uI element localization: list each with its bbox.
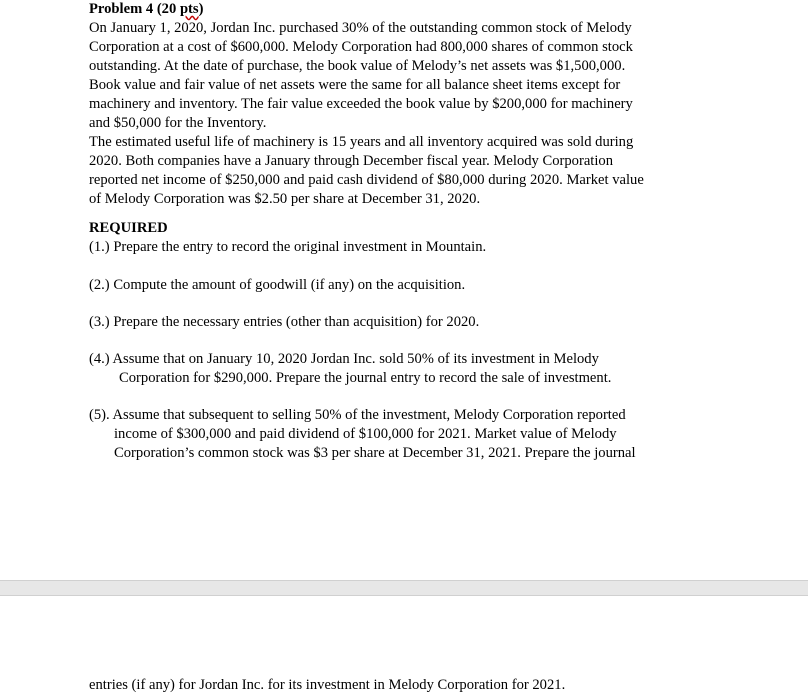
paragraph-line: machinery and inventory. The fair value exceeded the book value by $200,000 for machinery xyxy=(89,96,633,112)
paragraph-line: Corporation at a cost of $600,000. Melody Corporation had 800,000 shares of common stock xyxy=(89,39,633,55)
paragraph-line: of Melody Corporation was $2.50 per share at December 31, 2020. xyxy=(89,191,481,207)
required-item-4: (4.) Assume that on January 10, 2020 Jordan Inc. sold 50% of its investment in Melody Corporation for $290,000. Prepare the journal entry to record the sale of investment. xyxy=(89,351,612,386)
paragraph-line: On January 1, 2020, Jordan Inc. purchased 30% of the outstanding common stock of Melody xyxy=(89,20,632,36)
required-item-3: (3.) Prepare the necessary entries (other than acquisition) for 2020. xyxy=(89,314,480,330)
paragraph-line: reported net income of $250,000 and paid cash dividend of $80,000 during 2020. Market value xyxy=(89,172,644,188)
page-break xyxy=(0,580,808,596)
required-heading: REQUIRED xyxy=(89,220,168,236)
spellcheck-underline: pts xyxy=(179,1,199,17)
paragraph-line: Book value and fair value of net assets were the same for all balance sheet items except for xyxy=(89,77,621,93)
required-item-1: (1.) Prepare the entry to record the original investment in Mountain. xyxy=(89,239,487,255)
paragraph-line: The estimated useful life of machinery is 15 years and all inventory acquired was sold during xyxy=(89,134,634,150)
document-page-2 xyxy=(0,596,808,696)
paragraph-line: and $50,000 for the Inventory. xyxy=(89,115,267,131)
problem-content xyxy=(89,0,729,481)
required-item-5: (5). Assume that subsequent to selling 50% of the investment, Melody Corporation reported income of $300,000 and paid dividend of $100,000 for 2021. Market value of Melody Corporation’s common stock was $3 per share at December 31, 2021. Prepare the journal xyxy=(89,407,636,461)
paragraph-line: outstanding. At the date of purchase, the book value of Melody’s net assets was $1,500,000. xyxy=(89,58,626,74)
required-item-2: (2.) Compute the amount of goodwill (if any) on the acquisition. xyxy=(89,277,466,293)
paragraph-line: 2020. Both companies have a January through December fiscal year. Melody Corporation xyxy=(89,153,614,169)
continuation-line: entries (if any) for Jordan Inc. for its investment in Melody Corporation for 2021. xyxy=(89,677,566,693)
problem-title: Problem 4 (20 pts) xyxy=(89,1,204,17)
problem-paragraph xyxy=(89,19,729,209)
